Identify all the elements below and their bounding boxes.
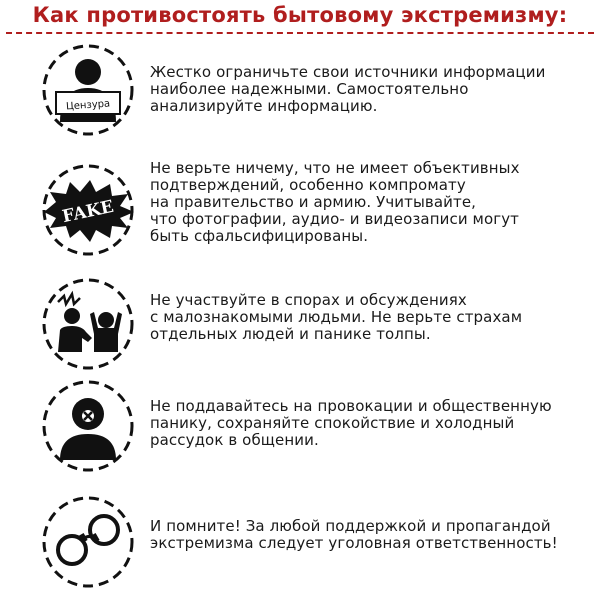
arguing-people-icon: [40, 276, 136, 372]
silenced-person-icon: [40, 378, 136, 474]
tip-text: И помните! За любой поддержкой и пропагандой экстремизма следует уголовная ответственность!: [150, 517, 558, 552]
tip-text: Не поддавайтесь на провокации и общественную панику, сохраняйте спокойствие и холодный рассудок в общении.: [150, 397, 552, 449]
fake-stamp-icon: [40, 162, 136, 258]
censored-person-icon: [40, 42, 136, 138]
tip-text: Жестко ограничьте свои источники информации наиболее надежными. Самостоятельно анализируйте информацию.: [150, 63, 546, 115]
censor-sign-label: Цензура: [65, 98, 111, 113]
handcuffs-icon: [40, 494, 136, 590]
tip-text: Не верьте ничему, что не имеет объективных подтверждений, особенно компромату на правительство и армию. Учитывайте, что фотографии, аудио- и видеозаписи могут быть сфальсифицированы.: [150, 159, 520, 245]
title-divider: [6, 32, 594, 34]
fake-stamp-label: FAKE: [60, 196, 116, 228]
tip-text: Не участвуйте в спорах и обсуждениях с малознакомыми людьми. Не верьте страхам отдельных людей и панике толпы.: [150, 291, 523, 343]
page-title: Как противостоять бытовому экстремизму:: [32, 3, 568, 27]
